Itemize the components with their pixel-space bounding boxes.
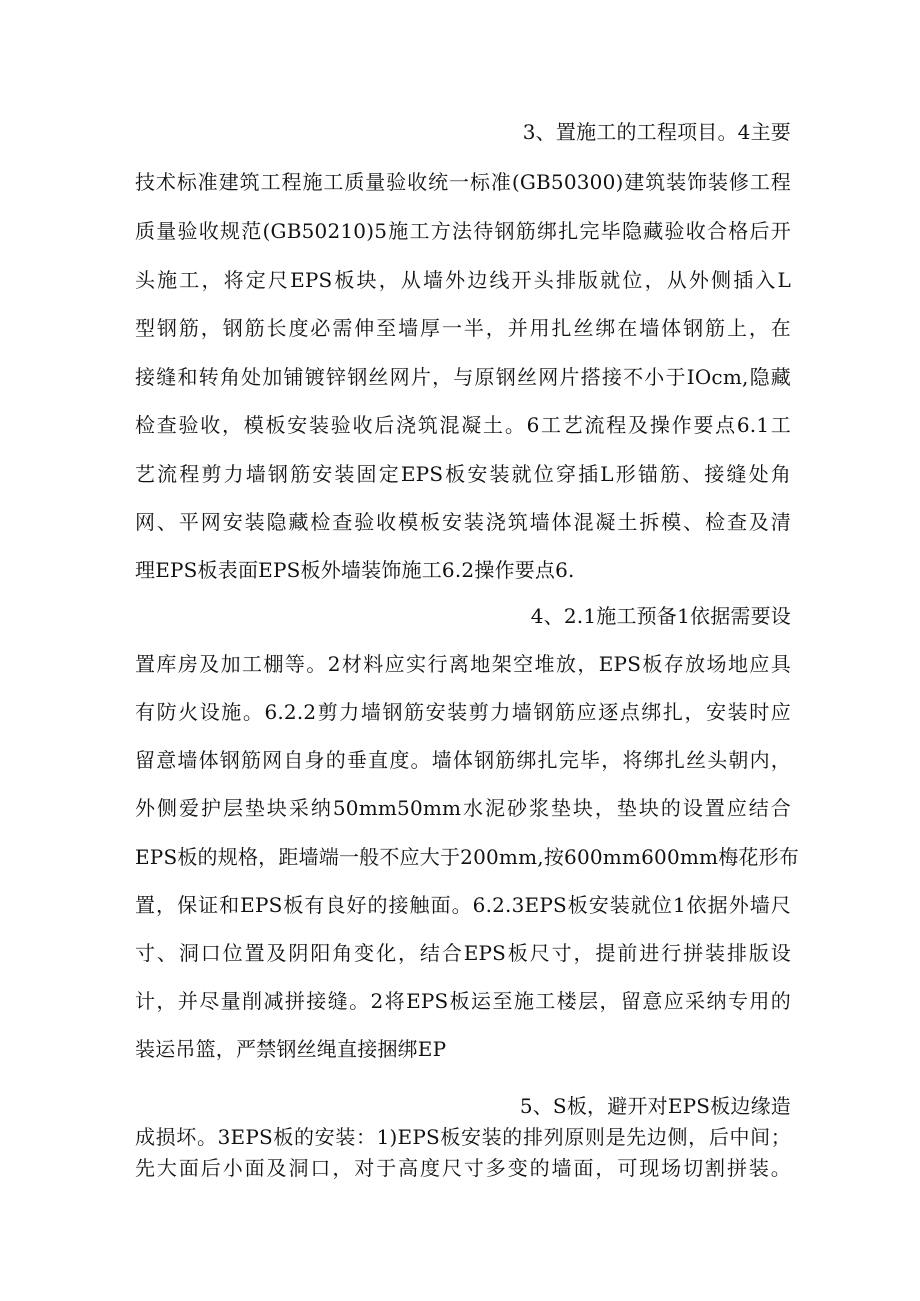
paragraph-1-line-10: 理EPS板表面EPS板外墙装饰施工6.2操作要点6. [135,558,575,582]
paragraph-2-line-3: 有防火设施。6.2.2剪力墙钢筋安装剪力墙钢筋应逐点绑扎，安装时应 [135,700,791,724]
paragraph-1-line-5: 型钢筋，钢筋长度必需伸至墙厚一半，并用扎丝绑在墙体钢筋上，在 [135,316,791,340]
paragraph-2-line-7: 置，保证和EPS板有良好的接触面。6.2.3EPS板安装就位1依据外墙尺 [135,893,791,917]
paragraph-1-line-9: 网、平网安装隐藏检查验收模板安装浇筑墙体混凝土拆模、检查及清 [135,510,791,534]
paragraph-1-line-2: 技术标准建筑工程施工质量验收统一标准(GB50300)建筑装饰装修工程 [135,170,791,194]
paragraph-1-line-3: 质量验收规范(GB50210)5施工方法待钢筋绑扎完毕隐藏验收合格后开 [135,219,791,243]
paragraph-2-line-6: EPS板的规格，距墙端一般不应大于200mm,按600mm600mm梅花形布 [135,845,800,869]
paragraph-2-line-4: 留意墙体钢筋网自身的垂直度。墙体钢筋绑扎完毕，将绑扎丝头朝内， [135,748,791,772]
paragraph-1-line-7: 检查验收，模板安装验收后浇筑混凝土。6工艺流程及操作要点6.1工 [135,413,791,437]
paragraph-2-line-10: 装运吊篮，严禁钢丝绳直接捆绑EP [135,1037,447,1061]
paragraph-1-line-1: 3、置施工的工程项目。4主要 [522,120,791,144]
paragraph-2-line-8: 寸、洞口位置及阴阳角变化，结合EPS板尺寸，提前进行拼装排版设 [135,941,791,965]
paragraph-3-line-3: 先大面后小面及洞口，对于高度尺寸多变的墙面，可现场切割拼装。 [135,1156,791,1180]
paragraph-2-line-2: 置库房及加工棚等。2材料应实行离地架空堆放，EPS板存放场地应具 [135,652,791,676]
paragraph-2-line-9: 计，并尽量削减拼接缝。2将EPS板运至施工楼层，留意应采纳专用的 [135,989,791,1013]
paragraph-2-line-5: 外侧爱护层垫块采纳50mm50mm水泥砂浆垫块，垫块的设置应结合 [135,796,791,820]
paragraph-1-line-6: 接缝和转角处加铺镀锌钢丝网片，与原钢丝网片搭接不小于IOcm,隐藏 [135,365,791,389]
paragraph-1-line-8: 艺流程剪力墙钢筋安装固定EPS板安装就位穿插L形锚筋、接缝处角 [135,462,791,486]
paragraph-1-line-4: 头施工，将定尺EPS板块，从墙外边线开头排版就位，从外侧插入L [135,268,791,292]
paragraph-3-line-2: 成损坏。3EPS板的安装：1)EPS板安装的排列原则是先边侧，后中间； [135,1125,791,1149]
paragraph-3-line-1: 5、S板，避开对EPS板边缘造 [519,1094,791,1118]
paragraph-2-line-1: 4、2.1施工预备1依据需要设 [530,604,791,628]
